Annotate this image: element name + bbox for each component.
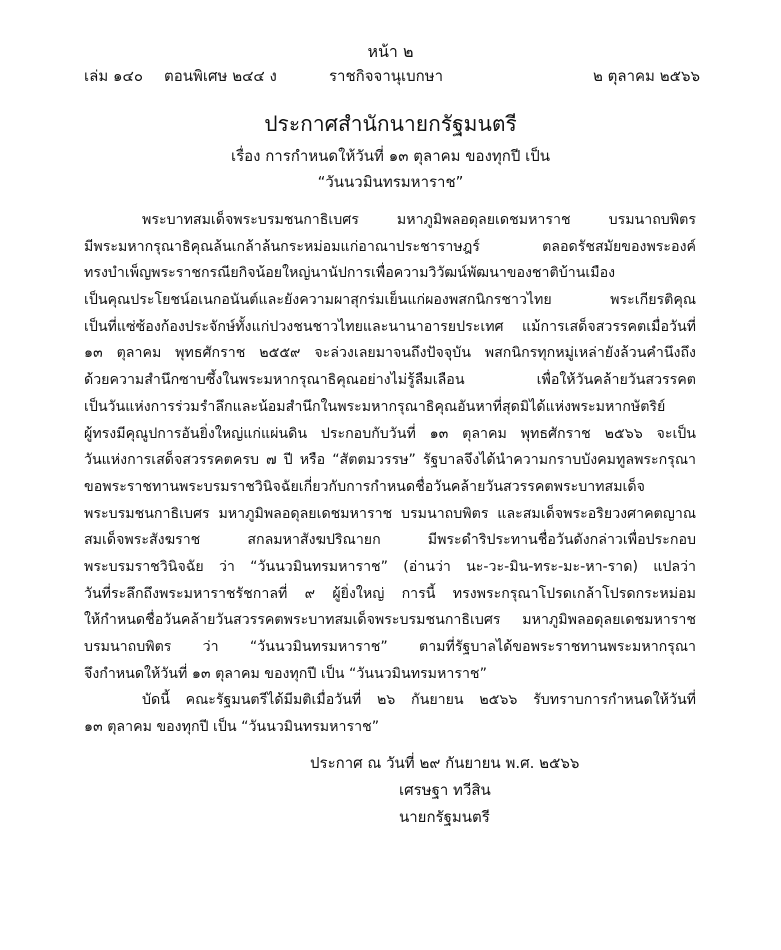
- signature-block: [310, 750, 579, 831]
- announcement-subject-name: “วันนวมินทรมหาราช”: [317, 173, 464, 191]
- body-line: จึงกำหนดให้วันที่ ๑๓ ตุลาคม ของทุกปี เป็น “วันนวมินทรมหาราช”: [84, 665, 487, 682]
- announcement-title: ประกาศสำนักนายกรัฐมนตรี: [264, 112, 517, 136]
- body-line: ด้วยความสำนึกซาบซึ้งในพระมหากรุณาธิคุณอย่างไม่รู้ลืมเลือน เพื่อให้วันคล้ายวันสวรรคต: [84, 372, 696, 389]
- page-number: หน้า ๒: [367, 42, 414, 61]
- body-line: บัดนี้ คณะรัฐมนตรีได้มีมติเมื่อวันที่ ๒๖ กันยายน ๒๕๖๖ รับทราบการกำหนดให้วันที่: [142, 692, 696, 709]
- body-line: พระบรมราชวินิจฉัย ว่า “วันนวมินทรมหาราช” (อ่านว่า นะ-วะ-มิน-ทระ-มะ-หา-ราด) แปลว่า: [84, 558, 696, 575]
- header-volume: เล่ม ๑๔๐: [84, 67, 144, 85]
- body-line: สมเด็จพระสังฆราช สกลมหาสังฆปริณายก มีพระดำริประทานชื่อวันดังกล่าวเพื่อประกอบ: [84, 532, 696, 549]
- body-line: เป็นที่แซ่ซ้องก้องประจักษ์ทั้งแก่ปวงชนชาวไทยและนานาอารยประเทศ แม้การเสด็จสวรรคตเมื่อวันที่: [84, 318, 696, 335]
- body-line: วันที่ระลึกถึงพระมหาราชรัชกาลที่ ๙ ผู้ยิ่งใหญ่ การนี้ ทรงพระกรุณาโปรดเกล้าโปรดกระหม่อม: [84, 585, 696, 602]
- header-date: ๒ ตุลาคม ๒๕๖๖: [593, 67, 700, 85]
- body-line: บรมนาถบพิตร ว่า “วันนวมินทรมหาราช” ตามที่รัฐบาลได้ขอพระราชทานพระมหากรุณา: [84, 639, 696, 655]
- header-issue: ตอนพิเศษ ๒๔๔ ง: [164, 67, 277, 85]
- announcement-subject: เรื่อง การกำหนดให้วันที่ ๑๓ ตุลาคม ของทุกปี เป็น: [230, 147, 551, 165]
- body-line: ๑๓ ตุลาคม พุทธศักราช ๒๕๕๙ จะล่วงเลยมาจนถึงปัจจุบัน พสกนิกรทุกหมู่เหล่ายังล้วนคำนึงถึง: [84, 345, 696, 362]
- signatory-name: เศรษฐา ทวีสิน: [399, 781, 491, 799]
- signatory-position: นายกรัฐมนตรี: [399, 808, 490, 826]
- body-line: ให้กำหนดชื่อวันคล้ายวันสวรรคตพระบาทสมเด็จพระบรมชนกาธิเบศร มหาภูมิพลอดุลยเดชมหาราช: [84, 612, 696, 629]
- announcement-date: ประกาศ ณ วันที่ ๒๙ กันยายน พ.ศ. ๒๕๖๖: [310, 754, 580, 772]
- body-line: ผู้ทรงมีคุณูปการอันยิ่งใหญ่แก่แผ่นดิน ประกอบกับวันที่ ๑๓ ตุลาคม พุทธศักราช ๒๕๖๖ จะเป็น: [84, 425, 696, 442]
- body-line: ขอพระราชทานพระบรมราชวินิจฉัยเกี่ยวกับการกำหนดชื่อวันคล้ายวันสวรรคตพระบาทสมเด็จ: [84, 478, 645, 495]
- body-line: พระบรมชนกาธิเบศร มหาภูมิพลอดุลยเดชมหาราช บรมนาถบพิตร และสมเด็จพระอริยวงศาคตญาณ: [84, 505, 696, 522]
- body-line: เป็นคุณประโยชน์อเนกอนันต์และยังความผาสุกร่มเย็นแก่ผองพสกนิกรชาวไทย พระเกียรติคุณ: [84, 292, 696, 309]
- header-gazette-name: ราชกิจจานุเบกษา: [329, 67, 444, 85]
- body-line: พระบาทสมเด็จพระบรมชนกาธิเบศร มหาภูมิพลอดุลยเดชมหาราช บรมนาถบพิตร: [142, 212, 696, 228]
- body-line: ๑๓ ตุลาคม ของทุกปี เป็น “วันนวมินทรมหาราช”: [84, 719, 380, 736]
- announcement-body: [84, 207, 696, 741]
- body-line: มีพระมหากรุณาธิคุณล้นเกล้าล้นกระหม่อมแก่อาณาประชาราษฎร์ ตลอดรัชสมัยของพระองค์: [84, 238, 696, 255]
- body-line: วันแห่งการเสด็จสวรรคตครบ ๗ ปี หรือ “สัตตมวรรษ” รัฐบาลจึงได้นำความกราบบังคมทูลพระกรุณา: [84, 452, 696, 469]
- body-line: ทรงบำเพ็ญพระราชกรณียกิจน้อยใหญ่นานัปการเพื่อความวิวัฒน์พัฒนาของชาติบ้านเมือง: [84, 265, 616, 282]
- body-line: เป็นวันแห่งการร่วมรำลึกและน้อมสำนึกในพระมหากรุณาธิคุณอันหาที่สุดมิได้แห่งพระมหากษัตริย์: [84, 398, 666, 415]
